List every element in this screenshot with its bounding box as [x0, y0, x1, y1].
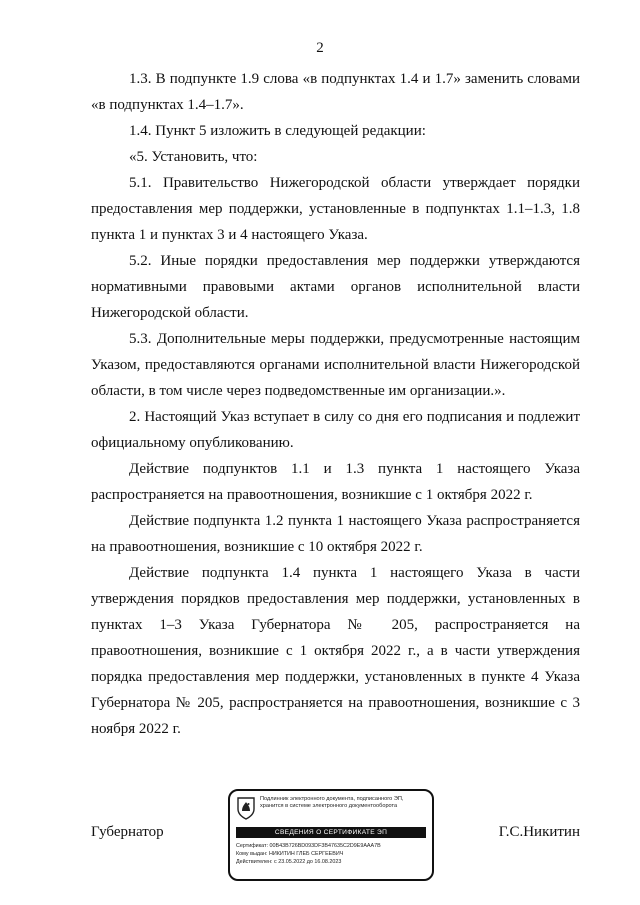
paragraph-effect-3: Действие подпункта 1.4 пункта 1 настоящего Указа в части утверждения порядков предоставления мер поддержки, установленных в пунктах 1–3 Указа Губернатора № 205, распространяется на правоотношения, возникшие с 1 октября 2022 г., а в части утверждения порядка предоставления мер поддержки, установленных в пункте 4 Указа Губернатора № 205, распространяется на правоотношения, возникшие с 3 ноября 2022 г. — [91, 565, 580, 737]
paragraph-1-3: 1.3. В подпункте 1.9 слова «в подпунктах 1.4 и 1.7» заменить словами «в подпунктах 1.4–1.7». — [91, 71, 580, 113]
stamp-notice: Подлинник электронного документа, подписанного ЭП, хранится в системе электронного документооборота — [260, 796, 404, 809]
stamp-header: СВЕДЕНИЯ О СЕРТИФИКАТЕ ЭП — [236, 827, 426, 838]
signatory-name: Г.С.Никитин — [498, 824, 580, 840]
certificate-owner: Кому выдан: НИКИТИН ГЛЕБ СЕРГЕЕВИЧ — [236, 851, 344, 857]
certificate-details — [236, 842, 432, 866]
coat-of-arms-icon — [236, 796, 256, 820]
electronic-signature-stamp — [228, 789, 434, 881]
signature-block — [0, 789, 640, 885]
paragraph-5-intro: «5. Установить, что: — [129, 149, 258, 165]
paragraph-5-1: 5.1. Правительство Нижегородской области утверждает порядки предоставления мер поддержки, установленные в подпунктах 1.1–1.3, 1.8 пункта 1 и пунктах 3 и 4 настоящего Указа. — [91, 175, 580, 243]
paragraph-5-3: 5.3. Дополнительные меры поддержки, предусмотренные настоящим Указом, предоставляются органами исполнительной власти Нижегородской области, в том числе через подведомственные им организации.». — [91, 331, 580, 399]
paragraph-5-2: 5.2. Иные порядки предоставления мер поддержки утверждаются нормативными правовыми актами органов исполнительной власти Нижегородской области. — [91, 253, 580, 321]
certificate-validity: Действителен: с 23.05.2022 до 16.08.2023 — [236, 859, 342, 865]
paragraph-2: 2. Настоящий Указ вступает в силу со дня его подписания и подлежит официальному опубликованию. — [91, 409, 580, 451]
paragraph-effect-2: Действие подпункта 1.2 пункта 1 настоящего Указа распространяется на правоотношения, возникшие с 10 октября 2022 г. — [91, 513, 580, 555]
signatory-title: Губернатор — [91, 824, 164, 840]
paragraph-effect-1: Действие подпунктов 1.1 и 1.3 пункта 1 настоящего Указа распространяется на правоотношения, возникшие с 1 октября 2022 г. — [91, 461, 580, 503]
certificate-number: Сертификат: 00B43B726BD093DF3B47635C2D9E9AAA7B — [236, 843, 381, 849]
document-body — [91, 66, 580, 742]
page-number: 2 — [316, 40, 324, 56]
paragraph-1-4: 1.4. Пункт 5 изложить в следующей редакции: — [129, 123, 426, 139]
